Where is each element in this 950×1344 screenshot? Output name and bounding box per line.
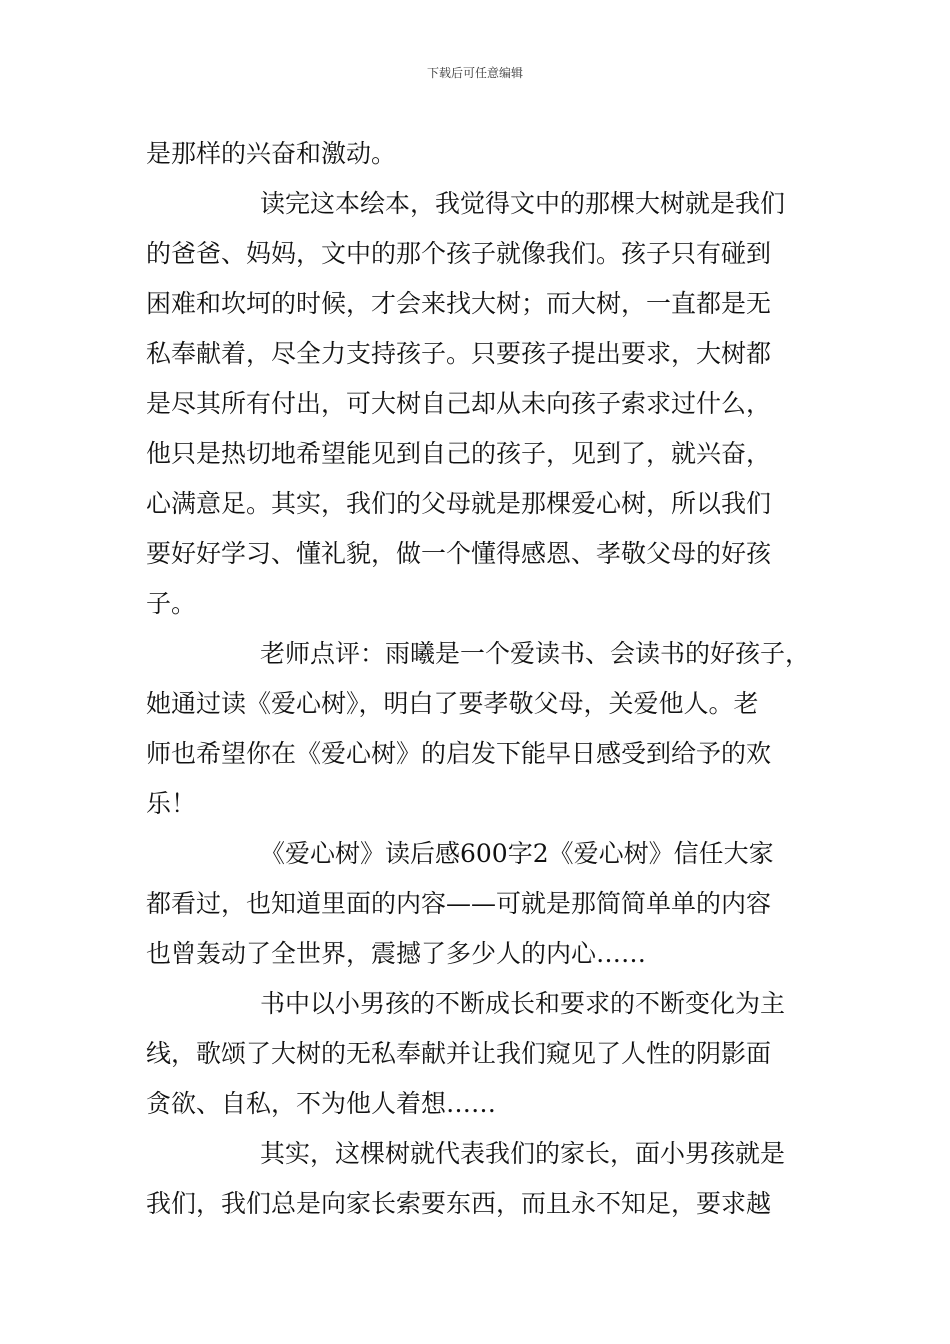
text-line: 的爸爸、妈妈，文中的那个孩子就像我们。孩子只有碰到: [146, 239, 772, 268]
text-line: 书中以小男孩的不断成长和要求的不断变化为主: [260, 989, 786, 1018]
text-line: 都看过，也知道里面的内容——可就是那简简单单的内容: [146, 889, 772, 918]
text-line: 乐！: [146, 789, 197, 818]
text-line: 困难和坎坷的时候，才会来找大树；而大树，一直都是无: [146, 289, 772, 318]
text-line: 读完这本绘本，我觉得文中的那棵大树就是我们: [260, 189, 786, 218]
text-line: 是尽其所有付出，可大树自己却从未向孩子索求过什么，: [146, 389, 772, 418]
text-line: 《爱心树》读后感600字2《爱心树》信任大家: [260, 839, 774, 868]
text-line: 也曾轰动了全世界，震撼了多少人的内心……: [146, 939, 647, 968]
text-line: 要好好学习、懂礼貌，做一个懂得感恩、孝敬父母的好孩: [146, 539, 772, 568]
text-line: 心满意足。其实，我们的父母就是那棵爱心树，所以我们: [146, 489, 772, 518]
text-line: 我们，我们总是向家长索要东西，而且永不知足，要求越: [146, 1189, 772, 1218]
text-line: 贪欲、自私，不为他人着想……: [146, 1089, 497, 1118]
text-line: 子。: [146, 589, 197, 618]
page-header: 下载后可任意编辑: [426, 66, 523, 80]
text-line: 其实，这棵树就代表我们的家长，面小男孩就是: [260, 1139, 786, 1168]
text-line: 他只是热切地希望能见到自己的孩子，见到了，就兴奋，: [146, 439, 772, 468]
text-line: 线，歌颂了大树的无私奉献并让我们窥见了人性的阴影面: [146, 1039, 772, 1068]
text-line: 私奉献着，尽全力支持孩子。只要孩子提出要求，大树都: [146, 339, 772, 368]
text-line: 师也希望你在《爱心树》的启发下能早日感受到给予的欢: [146, 739, 772, 768]
text-line: 是那样的兴奋和激动。: [146, 139, 397, 168]
text-line: 她通过读《爱心树》，明白了要孝敬父母，关爱他人。老: [146, 689, 759, 718]
text-line: 老师点评：雨曦是一个爱读书、会读书的好孩子，: [260, 639, 811, 668]
document-body: [146, 129, 816, 1229]
